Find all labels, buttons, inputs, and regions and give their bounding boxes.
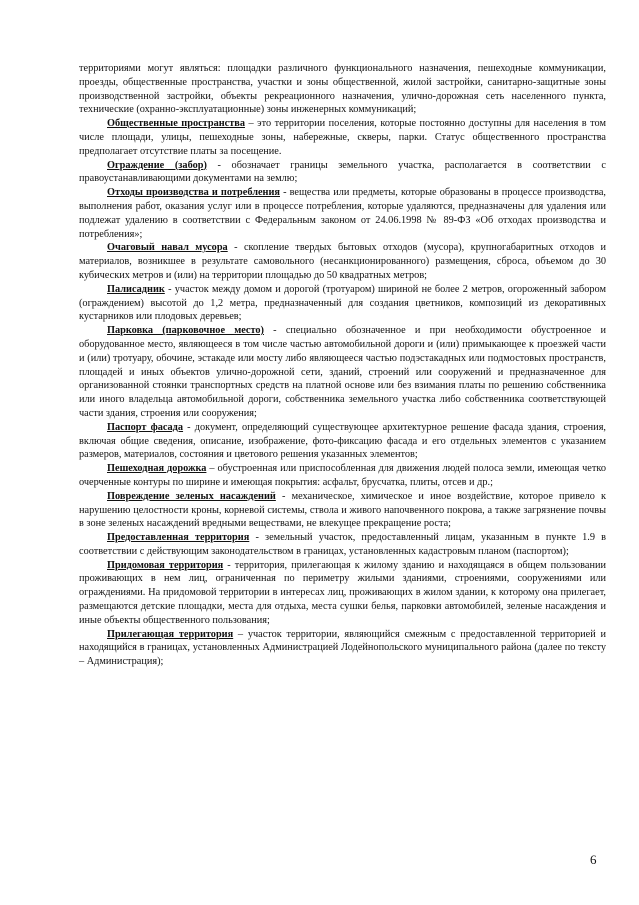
definition-text: обозначает границы земельного участка, располагается в соответствии с правоустанавливающими документами на землю; — [79, 159, 606, 185]
definition-text: скопление твердых бытовых отходов (мусора), крупногабаритных отходов и материалов, возникшее в результате самовольного (несанкционированного) размещения, сброса, объемом до 30 кубических метров и (или) на территории площадью до 50 квадратных метров; — [79, 242, 607, 281]
definition-term: Прилегающая территория — [107, 628, 234, 640]
definition-text: обустроенная или приспособленная для движения людей полоса земли, имеющая четко очерченные контуры по ширине и имеющая покрытия: асфальт, брусчатка, плиты, отсев и др.; — [79, 463, 606, 488]
definition-text: документ, определяющий существующее архитектурное решение фасада здания, строения, включая общие сведения, описание, изображение, фото-фиксацию фасада и его отдельных элементов с указанием размеров, материалов, состояния и цветового решения указанных элементов; — [79, 421, 607, 461]
definition-separator: - — [263, 325, 286, 337]
definition-text: участок территории, являющийся смежным с предоставленной территорией и находящийся в границах, установленных Администрацией Лодейнопольского муниципального района (далее по тексту – Администрация); — [79, 628, 606, 668]
definition-separator: - — [223, 559, 235, 571]
definition-term: Отходы производства и потребления — [107, 187, 280, 199]
definition-public-spaces — [79, 117, 606, 158]
definition-text: вещества или предметы, которые образованы в процессе производства, выполнения работ, оказания услуг или в процессе потребления, которые удаляются, предназначены для удаления или подлежат удалению в соответствии с Федеральным законом от 24.06.1998 № 89-ФЗ «Об отходах производства и потребления»; — [79, 187, 607, 240]
definition-separator: - — [280, 187, 290, 199]
definition-separator: - — [183, 421, 195, 433]
definition-term: Общественные пространства — [107, 118, 245, 130]
definition-text: земельный участок, предоставленный лицам, указанным в пункте 1.9 в соответствии с действующим законодательством в границах, установленных кадастровым планом (паспортом); — [79, 532, 607, 557]
definition-term: Придомовая территория — [107, 559, 224, 571]
definition-separator: - — [249, 532, 266, 544]
definition-garbage-heap — [79, 241, 606, 282]
definition-separator: – — [233, 628, 248, 640]
definition-term: Паспорт фасада — [107, 421, 184, 433]
definition-text: это территории поселения, которые постоянно доступны для населения в том числе площади, улицы, пешеходные зоны, набережные, скверы, парки. Статус общественного пространства предполагает отсутствие платы за посещение. — [79, 118, 607, 157]
definition-facade-passport — [79, 421, 606, 462]
definition-separator: - — [206, 159, 232, 171]
definition-text: территориями могут являться: площадки различного функционального назначения, пешеходные коммуникации, проезды, общественные пространства, участки и зоны общественной, жилой застройки, санитарно-защитные зоны производственной застройки, объекты рекреационного назначения, улично-дорожная сеть населенного пункта, технические (охранно-эксплуатационные) зоны инженерных коммуникаций; — [79, 63, 606, 116]
definition-text: участок между домом и дорогой (тротуаром) шириной не более 2 метров, огороженный забором (ограждением) высотой до 1,2 метра, предназначенный для создания цветников, композиций из декоративных кустарников или плодовых деревьев; — [79, 283, 606, 323]
definition-green-damage — [79, 490, 606, 531]
definition-separator: - — [275, 490, 292, 502]
paragraph-continuation — [79, 62, 606, 117]
definition-fence — [79, 159, 606, 187]
definition-separator: – — [206, 463, 218, 475]
definition-term: Парковка (парковочное место) — [107, 325, 264, 337]
definition-front-garden — [79, 283, 606, 324]
definition-house-territory — [79, 559, 606, 628]
definition-term: Повреждение зеленых насаждений — [107, 490, 276, 502]
definition-term: Пешеходная дорожка — [107, 463, 207, 475]
definition-provided-territory — [79, 531, 606, 559]
document-page — [79, 62, 606, 669]
definition-waste — [79, 186, 606, 241]
definition-text: специально обозначенное и при необходимости обустроенное и оборудованное место, являющееся в том числе частью автомобильной дороги и (или) примыкающее к проезжей части и (или) тротуару, обочине, эстакаде или мосту либо являющееся частью подэстакадных или подмостовых пространств, площадей и иных объектов улично-дорожной сети, зданий, строений или сооружений и предназначенное для организованной стоянки транспортных средств на платной основе или без взимания платы по решению собственника или иного владельца автомобильной дороги, собственника земельного участка либо собственника соответствующей части здания, строения или сооружения; — [79, 325, 607, 419]
page-number: 6 — [590, 852, 597, 867]
definition-term: Ограждение (забор) — [107, 159, 207, 171]
definition-term: Очаговый навал мусора — [107, 242, 228, 254]
definition-text: механическое, химическое и иное воздействие, которое привело к нарушению целостности кроны, корневой системы, ствола и живого напочвенного покрова, а также загрязнение почвы в зоне зеленых насаждений вредными веществами, не влекущее прекращение роста; — [79, 490, 607, 530]
definition-text: территория, прилегающая к жилому зданию и находящаяся в общем пользовании проживающих в нем лиц, ограниченная по периметру жилыми зданиями, строениями, сооружениями или ограждениями. На придомовой территории в интересах лиц, проживающих в жилом здании, к которому она прилегает, размещаются детские площадки, места для отдыха, места сушки белья, парковки автомобилей, зеленые насаждения и иные объекты общественного пользования; — [79, 559, 607, 626]
definition-separator: - — [164, 283, 175, 295]
definition-parking — [79, 324, 606, 421]
definition-adjacent-territory — [79, 628, 606, 669]
definition-separator: - — [227, 242, 244, 254]
definition-separator: – — [245, 118, 258, 130]
definition-footpath — [79, 462, 606, 490]
definition-term: Палисадник — [107, 283, 165, 295]
definition-term: Предоставленная территория — [107, 532, 250, 544]
